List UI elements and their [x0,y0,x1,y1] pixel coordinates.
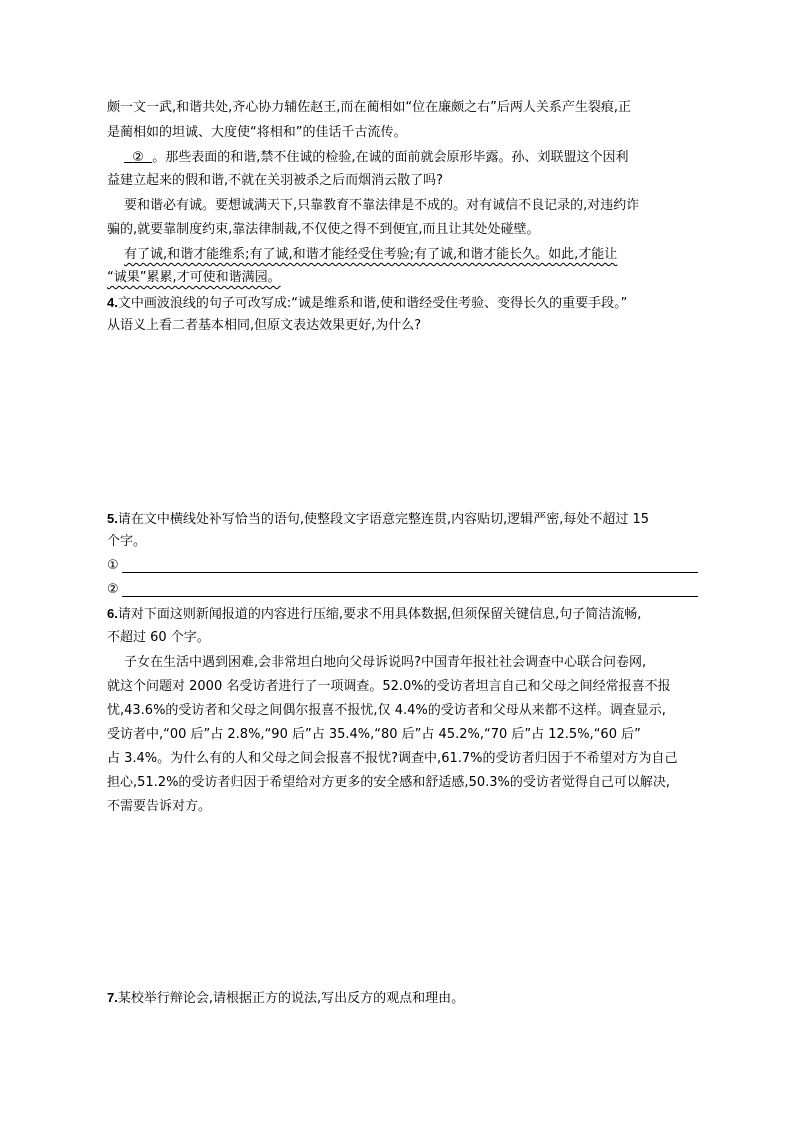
news-line: 占 3.4%。为什么有的人和父母之间会报喜不报忧?调查中,61.7%的受访者归因于不希望对方为自己 [107,751,678,766]
passage-line: ② 。那些表面的和谐,禁不住诚的检验,在诚的面前就会原形毕露。孙、刘联盟这个因利 [124,149,628,167]
news-line: 子女在生活中遇到困难,会非常坦白地向父母诉说吗?中国青年报社社会调查中心联合问卷网, [124,655,647,670]
news-line: 担心,51.2%的受访者归因于希望给对方更多的安全感和舒适感,50.3%的受访者觉得自己可以解决, [107,775,670,790]
wavy-underlined-sentence: “诚果”累累,才可使和谐满园。 [107,270,281,285]
question-text: 不超过 60 个字。 [107,630,210,645]
answer-line-1[interactable] [122,572,698,573]
passage-line: 颇一文一武,和谐共处,齐心协力辅佐赵王,而在蔺相如“位在廉颇之右”后两人关系产生裂痕,正 [107,100,631,115]
passage-line: 是蔺相如的坦诚、大度使“将相和”的佳话千古流传。 [107,125,407,140]
question-number: 6. [107,606,118,621]
news-line: 忧,43.6%的受访者和父母之间偶尔报喜不报忧,仅 4.4%的受访者和父母从来都不这样。调查显示, [107,703,666,718]
answer-label-2: ② [107,582,119,597]
news-line: 不需要告诉对方。 [107,799,212,814]
question-number: 7. [107,990,118,1005]
passage-line: 骗的,就要靠制度约束,靠法律制裁,不仅使之得不到便宜,而且让其处处碰壁。 [107,222,540,237]
question-7: 7.某校举行辩论会,请根据正方的说法,写出反方的观点和理由。 [107,990,465,1006]
question-5: 5.请在文中横线处补写恰当的语句,使整段文字语意完整连贯,内容贴切,逻辑严密,每处不超过 15 [107,511,650,527]
question-text: 个字。 [107,534,147,549]
question-4: 4.文中画波浪线的句子可改写成:“诚是维系和谐,使和谐经受住考验、变得长久的重要手段。” [107,295,628,311]
news-line: 就这个问题对 2000 名受访者进行了一项调查。52.0%的受访者坦言自己和父母之间经常报喜不报 [107,679,671,694]
question-text: 从语义上看二者基本相同,但原文表达效果更好,为什么? [107,318,422,333]
answer-blank-2: ② [132,150,144,165]
passage-line: 益建立起来的假和谐,不就在关羽被杀之后而烟消云散了吗? [107,173,444,188]
answer-label-1: ① [107,558,119,573]
news-line: 受访者中,“00 后”占 2.8%,“90 后”占 35.4%,“80 后”占 45.2%,“70 后”占 12.5%,“60 后” [107,727,641,742]
question-number: 5. [107,511,118,526]
answer-line-2[interactable] [122,596,698,597]
wavy-underlined-sentence: 有了诚,和谐才能维系;有了诚,和谐才能经受住考验;有了诚,和谐才能长久。如此,才能让 [124,247,618,262]
passage-line: 要和谐必有诚。要想诚满天下,只靠教育不靠法律是不成的。对有诚信不良记录的,对违约诈 [124,198,640,213]
question-number: 4. [107,295,118,310]
question-6: 6.请对下面这则新闻报道的内容进行压缩,要求不用具体数据,但须保留关键信息,句子简洁流畅, [107,606,642,622]
